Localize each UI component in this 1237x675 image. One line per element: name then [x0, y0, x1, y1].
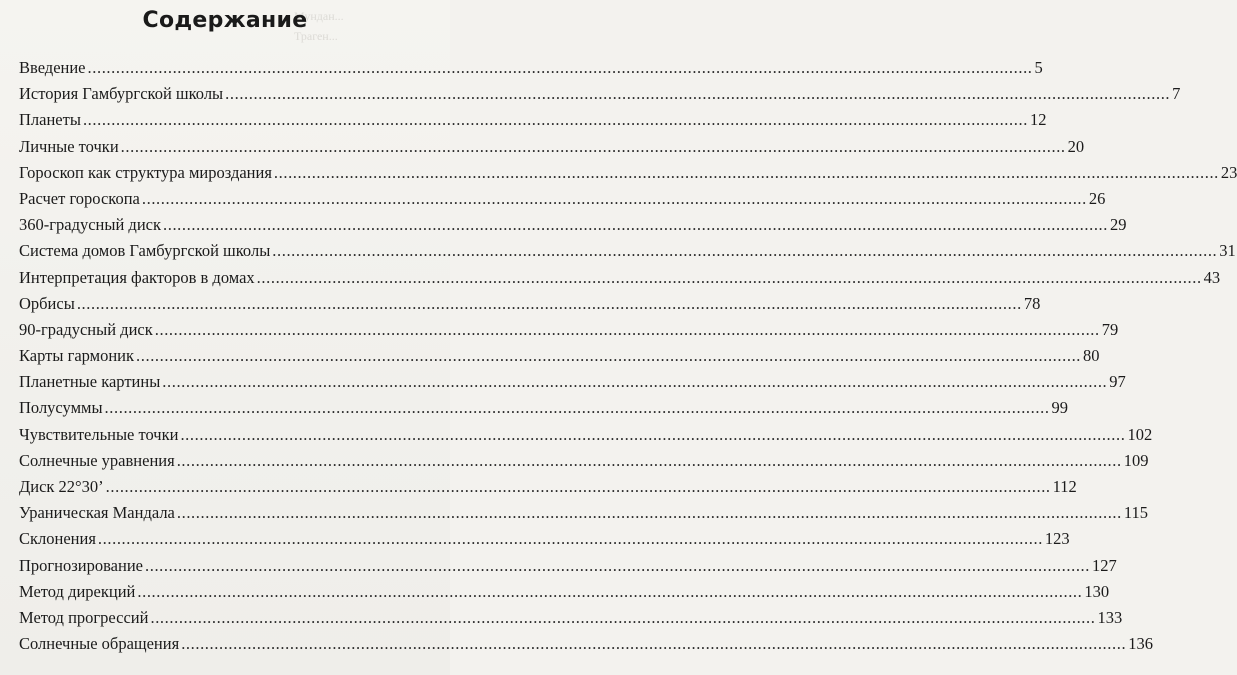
page-title: Содержание — [142, 8, 308, 33]
toc-entry-page-number: 127 — [1092, 555, 1117, 575]
toc-entry — [19, 398, 1069, 424]
toc-entry-page-number: 31 — [1219, 241, 1236, 261]
dot-leader: ........................................................................................................................................................................................................ — [104, 398, 1050, 418]
toc-entry — [19, 84, 1181, 110]
dot-leader: ........................................................................................................................................................................................................ — [97, 529, 1043, 549]
toc-entry-title: 360-градусный диск — [19, 215, 161, 235]
toc-entry-page-number: 23 — [1220, 162, 1237, 182]
toc-entry — [19, 503, 1149, 529]
dot-leader: ........................................................................................................................................................................................................ — [136, 346, 1082, 366]
toc-entry — [19, 634, 1153, 660]
toc-entry-page-number: 102 — [1127, 424, 1153, 444]
toc-entry — [19, 58, 1043, 84]
toc-entry-title: Полусуммы — [19, 398, 103, 418]
dot-leader: ........................................................................................................................................................................................................ — [163, 215, 1108, 235]
dot-leader: ........................................................................................................................................................................................................ — [120, 136, 1066, 156]
toc-entry-page-number: 78 — [1023, 293, 1041, 313]
toc-entry — [19, 241, 1236, 267]
toc-entry-title: Интерпретация факторов в домах — [19, 267, 255, 287]
dot-leader: ........................................................................................................................................................................................................ — [141, 188, 1087, 208]
toc-entry-page-number: 112 — [1052, 477, 1077, 496]
toc-entry-title: Диск 22°30’ — [19, 477, 104, 496]
toc-entry-page-number: 26 — [1088, 188, 1106, 208]
dot-leader: ........................................................................................................................................................................................................ — [82, 110, 1028, 130]
toc-entry — [19, 188, 1106, 215]
toc-entry-title: Карты гармоник — [19, 346, 135, 366]
toc-entry-title: Орбисы — [19, 293, 75, 313]
toc-entry-title: Прогнозирование — [19, 555, 143, 575]
toc-entry — [19, 607, 1123, 634]
toc-entry — [19, 110, 1047, 136]
toc-entry-title: Ураническая Мандала — [19, 503, 175, 523]
toc-entry-page-number: 5 — [1034, 58, 1043, 77]
toc-entry-page-number: 109 — [1123, 450, 1149, 470]
dot-leader: ........................................................................................................................................................................................................ — [181, 634, 1127, 654]
toc-entry — [19, 293, 1041, 320]
toc-entry-page-number: 123 — [1044, 529, 1070, 549]
toc-entry-page-number: 43 — [1203, 267, 1221, 287]
toc-entry-title: Гороскоп как структура мироздания — [19, 162, 272, 182]
bleed-line: Мундан... — [294, 9, 344, 23]
dot-leader: ........................................................................................................................................................................................................ — [256, 267, 1202, 287]
toc-entry-page-number: 12 — [1029, 110, 1047, 130]
toc-entry-title: Личные точки — [19, 136, 119, 156]
toc-entry-title: Метод дирекций — [19, 581, 136, 601]
dot-leader: ........................................................................................................................................................................................................ — [76, 293, 1022, 313]
toc-entry-page-number: 20 — [1067, 136, 1085, 156]
toc-entry — [19, 477, 1077, 503]
toc-entry — [19, 372, 1126, 398]
toc-entry-title: Солнечные обращения — [19, 634, 180, 654]
dot-leader: ........................................................................................................................................................................................................ — [150, 607, 1096, 627]
toc-entry-page-number: 80 — [1083, 346, 1100, 366]
toc-entry-page-number: 99 — [1051, 398, 1069, 418]
dot-leader: ........................................................................................................................................................................................................ — [137, 581, 1083, 601]
dot-leader: ........................................................................................................................................................................................................ — [154, 319, 1100, 339]
toc-entry — [19, 319, 1119, 346]
toc-entry-page-number: 136 — [1128, 634, 1153, 654]
dot-leader: ........................................................................................................................................................................................................ — [180, 424, 1126, 444]
toc-entry — [19, 267, 1221, 294]
toc-entry-page-number: 7 — [1172, 84, 1181, 104]
toc-entry-page-number: 97 — [1109, 372, 1126, 392]
toc-entry-title: Расчет гороскопа — [19, 188, 140, 208]
dot-leader: ........................................................................................................................................................................................................ — [225, 84, 1171, 104]
toc-entry-page-number: 133 — [1097, 607, 1123, 627]
toc-entry-title: Чувствительные точки — [19, 424, 179, 444]
toc-entry-page-number: 115 — [1123, 503, 1149, 523]
toc-entry-title: Метод прогрессий — [19, 607, 149, 627]
toc-entry-title: История Гамбургской школы — [19, 84, 224, 104]
dot-leader: ........................................................................................................................................................................................................ — [87, 58, 1033, 77]
toc-entry — [19, 450, 1149, 477]
toc-entry — [19, 215, 1127, 241]
bleed-line: Траген... — [294, 29, 338, 43]
toc-entry-page-number: 29 — [1110, 215, 1127, 235]
toc-entry-title: Планеты — [19, 110, 81, 130]
dot-leader: ........................................................................................................................................................................................................ — [272, 241, 1218, 261]
toc-entry — [19, 346, 1100, 372]
dot-leader: ........................................................................................................................................................................................................ — [176, 450, 1122, 470]
toc-entry-title: Система домов Гамбургской школы — [19, 241, 271, 261]
dot-leader: ........................................................................................................................................................................................................ — [162, 372, 1108, 392]
toc-entry — [19, 162, 1237, 189]
dot-leader: ........................................................................................................................................................................................................ — [176, 503, 1122, 523]
toc-entry — [19, 555, 1117, 582]
toc-entry — [19, 581, 1110, 608]
toc-entry — [19, 136, 1085, 163]
toc-entry-title: Склонения — [19, 529, 96, 549]
dot-leader: ........................................................................................................................................................................................................ — [273, 162, 1219, 182]
dot-leader: ........................................................................................................................................................................................................ — [105, 477, 1051, 496]
toc-entry-page-number: 79 — [1101, 319, 1119, 339]
toc-entry-title: Планетные картины — [19, 372, 161, 392]
toc-entry — [19, 424, 1153, 451]
toc-entry — [19, 529, 1070, 555]
toc-entry-title: Введение — [19, 58, 86, 77]
dot-leader: ........................................................................................................................................................................................................ — [145, 555, 1090, 575]
table-of-contents — [19, 58, 1237, 660]
toc-entry-title: 90-градусный диск — [19, 319, 153, 339]
toc-entry-page-number: 130 — [1084, 581, 1110, 601]
toc-entry-title: Солнечные уравнения — [19, 450, 175, 470]
